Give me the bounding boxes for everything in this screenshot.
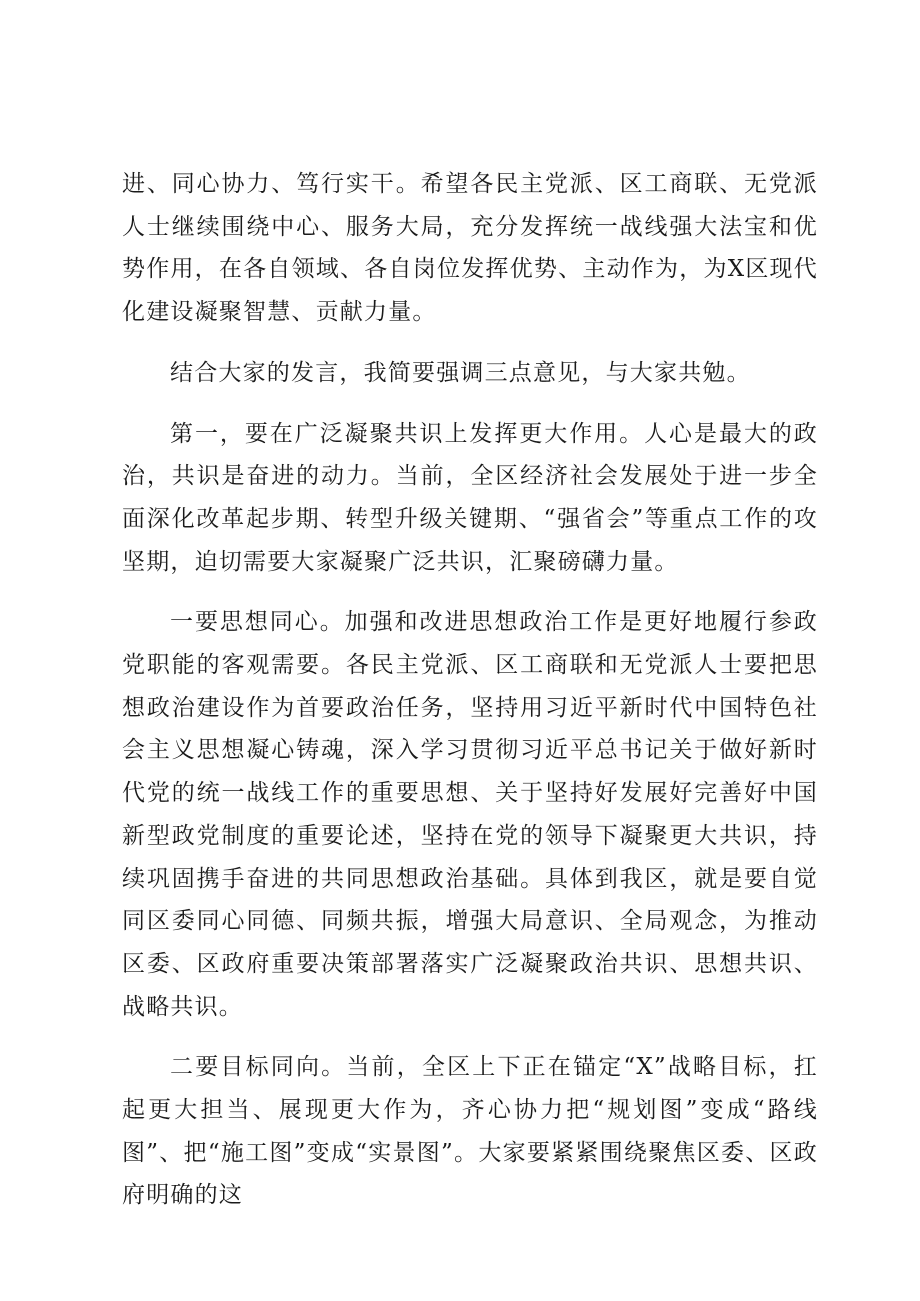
paragraph-intro: 结合大家的发言，我简要强调三点意见，与大家共勉。 <box>170 359 751 386</box>
paragraph-goal-alignment: 二要目标同向。当前，全区上下正在锚定“X”战略目标，扛起更大担当、展现更大作为，齐心协力把“规划图”变成“路线图”、把“施工图”变成“实景图”。大家要紧紧围绕聚焦区委、区政府明确的这 <box>122 1054 818 1209</box>
paragraph-point-one: 第一，要在广泛凝聚共识上发挥更大作用。人心是最大的政治，共识是奋进的动力。当前，全区经济社会发展处于进一步全面深化改革起步期、转型升级关键期、“强省会”等重点工作的攻坚期，迫切需要大家凝聚广泛共识，汇聚磅礴力量。 <box>122 420 818 575</box>
document-body <box>122 163 818 1235</box>
paragraph-thought-unity: 一要思想同心。加强和改进思想政治工作是更好地履行参政党职能的客观需要。各民主党派、区工商联和无党派人士要把思想政治建设作为首要政治任务，坚持用习近平新时代中国特色社会主义思想凝心铸魂，深入学习贯彻习近平总书记关于做好新时代党的统一战线工作的重要思想、关于坚持好发展好完善好中国新型政党制度的重要论述，坚持在党的领导下凝聚更大共识，持续巩固携手奋进的共同思想政治基础。具体到我区，就是要自觉同区委同心同德、同频共振，增强大局意识、全局观念，为推动区委、区政府重要决策部署落实广泛凝聚政治共识、思想共识、战略共识。 <box>122 609 818 1020</box>
paragraph-continuation: 进、同心协力、笃行实干。希望各民主党派、区工商联、无党派人士继续围绕中心、服务大局，充分发挥统一战线强大法宝和优势作用，在各自领域、各自岗位发挥优势、主动作为，为X区现代化建设凝聚智慧、贡献力量。 <box>122 171 818 326</box>
